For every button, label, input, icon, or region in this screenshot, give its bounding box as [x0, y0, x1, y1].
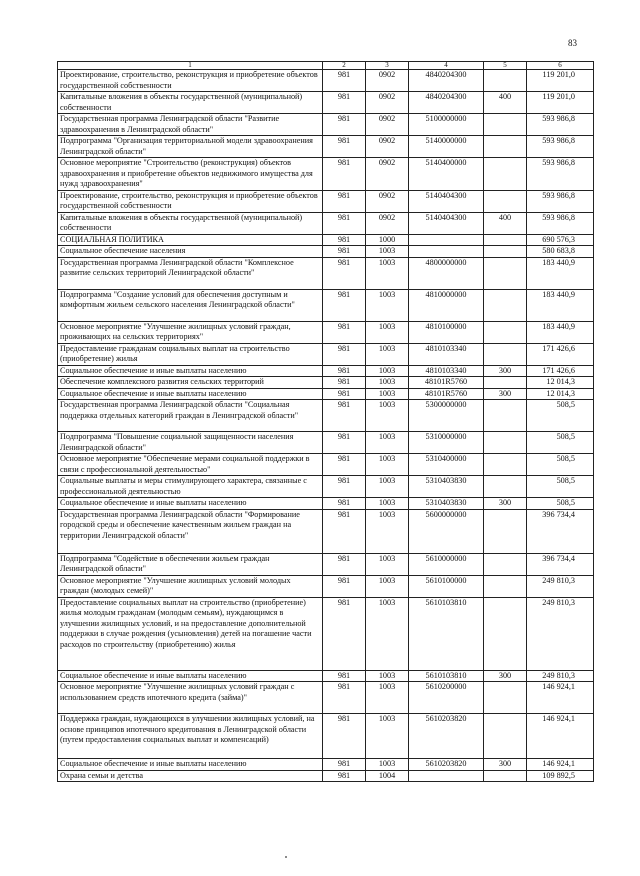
- row-section-cell: 1003: [366, 759, 409, 771]
- row-section-cell: 0902: [366, 114, 409, 136]
- row-target-cell: 5100000000: [409, 114, 484, 136]
- row-target-cell: 4810103340: [409, 343, 484, 365]
- row-code-cell: 981: [323, 670, 366, 682]
- row-type-cell: [484, 343, 527, 365]
- row-target-cell: 4840204300: [409, 70, 484, 92]
- row-name-cell: Предоставление гражданам социальных выплат на строительство (приобретение) жилья: [58, 343, 323, 365]
- row-section-cell: 0902: [366, 136, 409, 158]
- row-type-cell: [484, 246, 527, 258]
- row-type-cell: 400: [484, 212, 527, 234]
- row-amount-cell: 249 810,3: [527, 575, 594, 597]
- row-target-cell: 5610103810: [409, 670, 484, 682]
- row-type-cell: [484, 190, 527, 212]
- row-type-cell: [484, 575, 527, 597]
- row-section-cell: 1003: [366, 377, 409, 389]
- row-amount-cell: 396 734,4: [527, 553, 594, 575]
- row-target-cell: 5310000000: [409, 432, 484, 454]
- row-name-cell: Социальное обеспечение и иные выплаты населению: [58, 388, 323, 400]
- row-target-cell: 48101R5760: [409, 388, 484, 400]
- row-amount-cell: 12 014,3: [527, 388, 594, 400]
- row-target-cell: 5610200000: [409, 682, 484, 714]
- table-row: [58, 136, 594, 158]
- table-row: [58, 212, 594, 234]
- row-type-cell: [484, 70, 527, 92]
- row-amount-cell: 146 924,1: [527, 759, 594, 771]
- table-row: [58, 575, 594, 597]
- table-row: [58, 190, 594, 212]
- row-name-cell: Государственная программа Ленинградской области "Социальная поддержка отдельных категорий граждан в Ленинградской области": [58, 400, 323, 432]
- row-code-cell: 981: [323, 553, 366, 575]
- table-row: [58, 289, 594, 321]
- table-row: [58, 714, 594, 759]
- table-row: [58, 257, 594, 289]
- row-amount-cell: 12 014,3: [527, 377, 594, 389]
- row-code-cell: 981: [323, 321, 366, 343]
- row-amount-cell: 508,5: [527, 498, 594, 510]
- row-type-cell: 300: [484, 498, 527, 510]
- row-code-cell: 981: [323, 432, 366, 454]
- row-name-cell: Капитальные вложения в объекты государственной (муниципальной) собственности: [58, 212, 323, 234]
- row-name-cell: Обеспечение комплексного развития сельских территорий: [58, 377, 323, 389]
- row-section-cell: 1003: [366, 476, 409, 498]
- row-section-cell: 0902: [366, 70, 409, 92]
- row-section-cell: 1003: [366, 321, 409, 343]
- table-row: [58, 234, 594, 246]
- row-target-cell: [409, 234, 484, 246]
- table-row: [58, 509, 594, 553]
- row-name-cell: Основное мероприятие "Улучшение жилищных условий граждан с использованием средств ипотечного кредита (займа)": [58, 682, 323, 714]
- table-row: [58, 377, 594, 389]
- row-target-cell: 4800000000: [409, 257, 484, 289]
- row-target-cell: 5310403830: [409, 498, 484, 510]
- row-code-cell: 981: [323, 509, 366, 553]
- row-section-cell: 1003: [366, 553, 409, 575]
- table-row: [58, 70, 594, 92]
- row-type-cell: [484, 770, 527, 782]
- row-section-cell: 1003: [366, 365, 409, 377]
- row-target-cell: 5140400000: [409, 158, 484, 191]
- row-section-cell: 1003: [366, 454, 409, 476]
- table-row: [58, 400, 594, 432]
- row-name-cell: Предоставление социальных выплат на строительство (приобретение) жилья молодым гражданам (молодым семьям), нуждающимся в улучшении жилищных условий, и на предоставление дополнительной поддержки в случае рождения (усыновления) детей на погашение части расходов по строительству (приобретению) жилья: [58, 597, 323, 670]
- row-code-cell: 981: [323, 114, 366, 136]
- row-code-cell: 981: [323, 714, 366, 759]
- row-amount-cell: 109 892,5: [527, 770, 594, 782]
- row-name-cell: Социальное обеспечение и иные выплаты населению: [58, 759, 323, 771]
- row-name-cell: Основное мероприятие "Улучшение жилищных условий молодых граждан (молодых семей)": [58, 575, 323, 597]
- table-header-row: [58, 62, 594, 70]
- row-code-cell: 981: [323, 289, 366, 321]
- row-name-cell: Капитальные вложения в объекты государственной (муниципальной) собственности: [58, 92, 323, 114]
- row-amount-cell: 593 986,8: [527, 212, 594, 234]
- row-code-cell: 981: [323, 759, 366, 771]
- row-name-cell: Основное мероприятие "Обеспечение мерами социальной поддержки в связи с профессиональной деятельностью": [58, 454, 323, 476]
- row-target-cell: 5600000000: [409, 509, 484, 553]
- row-target-cell: 4840204300: [409, 92, 484, 114]
- row-target-cell: 5310400000: [409, 454, 484, 476]
- row-target-cell: [409, 246, 484, 258]
- row-name-cell: Подпрограмма "Содействие в обеспечении жильем граждан Ленинградской области": [58, 553, 323, 575]
- row-type-cell: [484, 553, 527, 575]
- row-code-cell: 981: [323, 365, 366, 377]
- row-name-cell: Социальное обеспечение населения: [58, 246, 323, 258]
- table-row: [58, 682, 594, 714]
- table-row: [58, 246, 594, 258]
- row-code-cell: 981: [323, 400, 366, 432]
- row-type-cell: [484, 400, 527, 432]
- row-amount-cell: 593 986,8: [527, 136, 594, 158]
- header-cell: 4: [409, 62, 484, 70]
- table-row: [58, 759, 594, 771]
- row-target-cell: 5140404300: [409, 212, 484, 234]
- row-code-cell: 981: [323, 136, 366, 158]
- row-code-cell: 981: [323, 476, 366, 498]
- row-type-cell: [484, 289, 527, 321]
- row-target-cell: 5610100000: [409, 575, 484, 597]
- row-section-cell: 1003: [366, 682, 409, 714]
- row-section-cell: 1003: [366, 388, 409, 400]
- row-type-cell: [484, 432, 527, 454]
- row-section-cell: 1003: [366, 670, 409, 682]
- row-section-cell: 1003: [366, 597, 409, 670]
- row-section-cell: 1003: [366, 246, 409, 258]
- row-name-cell: Государственная программа Ленинградской области "Развитие здравоохранения в Ленинградской области": [58, 114, 323, 136]
- table-row: [58, 114, 594, 136]
- row-section-cell: 1003: [366, 432, 409, 454]
- row-target-cell: 5610203820: [409, 714, 484, 759]
- row-section-cell: 1003: [366, 575, 409, 597]
- row-name-cell: Охрана семьи и детства: [58, 770, 323, 782]
- row-amount-cell: 396 734,4: [527, 509, 594, 553]
- row-section-cell: 1003: [366, 343, 409, 365]
- table-row: [58, 365, 594, 377]
- row-code-cell: 981: [323, 246, 366, 258]
- row-code-cell: 981: [323, 377, 366, 389]
- row-code-cell: 981: [323, 257, 366, 289]
- row-type-cell: [484, 377, 527, 389]
- header-cell: 5: [484, 62, 527, 70]
- row-type-cell: [484, 682, 527, 714]
- row-target-cell: 48101R5760: [409, 377, 484, 389]
- row-type-cell: [484, 321, 527, 343]
- row-amount-cell: 508,5: [527, 400, 594, 432]
- table-row: [58, 553, 594, 575]
- row-code-cell: 981: [323, 92, 366, 114]
- row-section-cell: 1003: [366, 400, 409, 432]
- row-code-cell: 981: [323, 682, 366, 714]
- row-amount-cell: 508,5: [527, 476, 594, 498]
- row-name-cell: Проектирование, строительство, реконструкция и приобретение объектов государственной собственности: [58, 190, 323, 212]
- row-amount-cell: 249 810,3: [527, 597, 594, 670]
- table-row: [58, 476, 594, 498]
- row-type-cell: [484, 114, 527, 136]
- row-code-cell: 981: [323, 70, 366, 92]
- row-section-cell: 0902: [366, 158, 409, 191]
- row-code-cell: 981: [323, 158, 366, 191]
- row-name-cell: Подпрограмма "Создание условий для обеспечения доступным и комфортным жильем сельского населения Ленинградской области": [58, 289, 323, 321]
- row-name-cell: Основное мероприятие "Улучшение жилищных условий граждан, проживающих на сельских территориях": [58, 321, 323, 343]
- row-name-cell: Социальные выплаты и меры стимулирующего характера, связанные с профессиональной деятельностью: [58, 476, 323, 498]
- row-amount-cell: 690 576,3: [527, 234, 594, 246]
- row-amount-cell: 146 924,1: [527, 714, 594, 759]
- row-code-cell: 981: [323, 190, 366, 212]
- row-section-cell: 0902: [366, 190, 409, 212]
- row-target-cell: 5140404300: [409, 190, 484, 212]
- header-cell: 3: [366, 62, 409, 70]
- row-section-cell: 1003: [366, 509, 409, 553]
- row-target-cell: 5610203820: [409, 759, 484, 771]
- row-code-cell: 981: [323, 343, 366, 365]
- table-row: [58, 343, 594, 365]
- row-section-cell: 1003: [366, 257, 409, 289]
- header-cell: 1: [58, 62, 323, 70]
- row-amount-cell: 183 440,9: [527, 321, 594, 343]
- row-section-cell: 0902: [366, 92, 409, 114]
- row-type-cell: [484, 158, 527, 191]
- row-type-cell: [484, 234, 527, 246]
- row-target-cell: 4810100000: [409, 321, 484, 343]
- row-name-cell: Социальное обеспечение и иные выплаты населению: [58, 670, 323, 682]
- row-amount-cell: 593 986,8: [527, 190, 594, 212]
- row-name-cell: СОЦИАЛЬНАЯ ПОЛИТИКА: [58, 234, 323, 246]
- table-row: [58, 92, 594, 114]
- row-amount-cell: 119 201,0: [527, 70, 594, 92]
- row-section-cell: 1003: [366, 289, 409, 321]
- row-target-cell: 5300000000: [409, 400, 484, 432]
- row-code-cell: 981: [323, 212, 366, 234]
- row-amount-cell: 580 683,8: [527, 246, 594, 258]
- row-type-cell: [484, 714, 527, 759]
- table-row: [58, 597, 594, 670]
- row-type-cell: [484, 476, 527, 498]
- row-type-cell: [484, 136, 527, 158]
- row-target-cell: 4810103340: [409, 365, 484, 377]
- row-section-cell: 1003: [366, 498, 409, 510]
- row-code-cell: 981: [323, 770, 366, 782]
- table-row: [58, 498, 594, 510]
- row-code-cell: 981: [323, 388, 366, 400]
- row-target-cell: [409, 770, 484, 782]
- row-target-cell: 5310403830: [409, 476, 484, 498]
- row-name-cell: Социальное обеспечение и иные выплаты населению: [58, 365, 323, 377]
- row-amount-cell: 183 440,9: [527, 289, 594, 321]
- row-type-cell: 300: [484, 388, 527, 400]
- table-row: [58, 670, 594, 682]
- row-type-cell: 400: [484, 92, 527, 114]
- header-cell: 2: [323, 62, 366, 70]
- row-amount-cell: 119 201,0: [527, 92, 594, 114]
- row-code-cell: 981: [323, 575, 366, 597]
- table-row: [58, 770, 594, 782]
- row-type-cell: [484, 509, 527, 553]
- row-code-cell: 981: [323, 454, 366, 476]
- row-name-cell: Основное мероприятие "Строительство (реконструкция) объектов здравоохранения и приобретение объектов недвижимого имущества для нужд здравоохранения": [58, 158, 323, 191]
- row-amount-cell: 593 986,8: [527, 158, 594, 191]
- row-code-cell: 981: [323, 234, 366, 246]
- row-amount-cell: 171 426,6: [527, 343, 594, 365]
- header-cell: 6: [527, 62, 594, 70]
- row-amount-cell: 508,5: [527, 432, 594, 454]
- row-code-cell: 981: [323, 597, 366, 670]
- row-name-cell: Поддержка граждан, нуждающихся в улучшении жилищных условий, на основе принципов ипотечного кредитования в Ленинградской области (путем предоставления социальных выплат и компенсаций): [58, 714, 323, 759]
- row-amount-cell: 171 426,6: [527, 365, 594, 377]
- row-name-cell: Подпрограмма "Организация территориальной модели здравоохранения Ленинградской области": [58, 136, 323, 158]
- row-type-cell: 300: [484, 365, 527, 377]
- row-target-cell: 4810000000: [409, 289, 484, 321]
- row-name-cell: Социальное обеспечение и иные выплаты населению: [58, 498, 323, 510]
- row-code-cell: 981: [323, 498, 366, 510]
- row-name-cell: Государственная программа Ленинградской области "Комплексное развитие сельских территорий Ленинградской области": [58, 257, 323, 289]
- row-section-cell: 1004: [366, 770, 409, 782]
- row-name-cell: Проектирование, строительство, реконструкция и приобретение объектов государственной собственности: [58, 70, 323, 92]
- row-section-cell: 1000: [366, 234, 409, 246]
- row-target-cell: 5140000000: [409, 136, 484, 158]
- table-row: [58, 321, 594, 343]
- budget-table: [57, 61, 594, 782]
- row-amount-cell: 249 810,3: [527, 670, 594, 682]
- row-section-cell: 0902: [366, 212, 409, 234]
- table-row: [58, 454, 594, 476]
- row-name-cell: Подпрограмма "Повышение социальной защищенности населения Ленинградской области": [58, 432, 323, 454]
- page-number: 83: [568, 38, 577, 48]
- row-section-cell: 1003: [366, 714, 409, 759]
- row-type-cell: [484, 597, 527, 670]
- scan-speck: [285, 856, 287, 858]
- table-row: [58, 158, 594, 191]
- row-amount-cell: 593 986,8: [527, 114, 594, 136]
- row-amount-cell: 183 440,9: [527, 257, 594, 289]
- row-target-cell: 5610103810: [409, 597, 484, 670]
- row-target-cell: 5610000000: [409, 553, 484, 575]
- row-type-cell: [484, 454, 527, 476]
- row-type-cell: 300: [484, 759, 527, 771]
- row-amount-cell: 146 924,1: [527, 682, 594, 714]
- table-row: [58, 388, 594, 400]
- table-row: [58, 432, 594, 454]
- row-type-cell: [484, 257, 527, 289]
- row-name-cell: Государственная программа Ленинградской области "Формирование городской среды и обеспечение качественным жильем граждан на территории Ленинградской области": [58, 509, 323, 553]
- row-amount-cell: 508,5: [527, 454, 594, 476]
- row-type-cell: 300: [484, 670, 527, 682]
